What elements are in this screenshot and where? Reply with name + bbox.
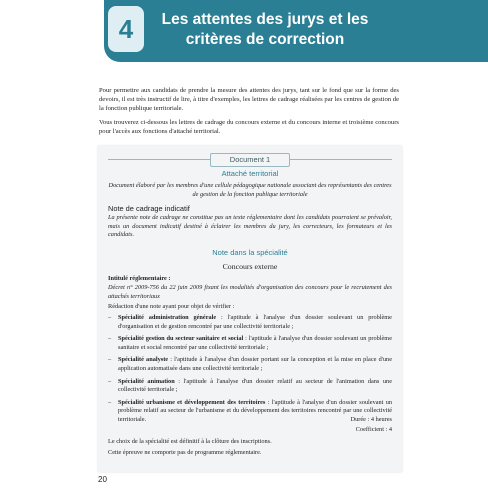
- coefficient-text: Coefficient : 4: [355, 426, 392, 433]
- specialty-text: : l'aptitude à l'analyse d'un dossier soulevant un problème d'organisation et de gestion rencontré par une collectivité territoriale ;: [118, 314, 392, 330]
- list-item: [108, 335, 392, 352]
- specialty-text: : l'aptitude à l'analyse d'un dossier portant sur la conception et la mise en place d'une application automatisée dans une collectivité territoriale ;: [118, 356, 392, 372]
- document-title: Attaché territorial: [221, 169, 279, 178]
- list-dash: –: [108, 314, 112, 321]
- intro-paragraph-2: Vous trouverez ci-dessous les lettres de cadrage du concours externe et du concours interne et troisième concours pour l'accès aux fonctions d'attaché territorial.: [99, 119, 399, 136]
- specialty-name: Spécialité analyste: [118, 356, 169, 364]
- decret-text: Décret n° 2009-756 du 22 juin 2009 fixant les modalités d'organisation des concours pour le recrutement des attachés territoriaux: [108, 284, 392, 300]
- list-dash: –: [108, 377, 112, 385]
- duree-text: Durée : 4 heures: [350, 416, 392, 423]
- list-dash: –: [108, 335, 112, 343]
- specialty-name: Spécialité gestion du secteur sanitaire et social: [118, 335, 244, 343]
- cadrage-text: La présente note de cadrage ne constitue pas un texte réglementaire dont les candidats pourraient se prévaloir, mais un document indicatif destiné à éclairer les membres du jury, les correcteurs, les formateurs et les candidats.: [108, 214, 392, 239]
- list-dash: –: [108, 356, 112, 364]
- list-item: [108, 314, 392, 331]
- specialty-name: Spécialité urbanisme et développement des territoires: [118, 398, 266, 406]
- specialty-name: Spécialité administration générale: [118, 314, 217, 321]
- programme-text: Cette épreuve ne comporte pas de programme réglementaire.: [108, 449, 262, 456]
- chapter-number-badge: 4: [108, 6, 144, 52]
- list-item: [108, 399, 392, 425]
- specialty-text: : l'aptitude à l'analyse d'un dossier soulevant un problème sanitaire et social rencontré par une collectivité territoriale ;: [118, 335, 392, 351]
- intitule-label: Intitulé réglementaire :: [108, 275, 171, 282]
- cadrage-heading: Note de cadrage indicatif: [108, 204, 190, 213]
- specialty-heading: Note dans la spécialité: [212, 248, 288, 257]
- specialty-text: : l'aptitude à l'analyse d'un dossier soulevant un problème relatif au secteur de l'urbanisme et du développement des territoires rencontré par une collectivité territoriale.: [118, 398, 392, 423]
- list-dash: –: [108, 398, 112, 406]
- specialty-name: Spécialité animation: [118, 377, 175, 385]
- list-item: [108, 356, 392, 373]
- specialty-text: : l'aptitude à l'analyse d'un dossier relatif au secteur de l'animation dans une collectivité territoriale ;: [118, 377, 393, 394]
- list-item: [108, 378, 392, 395]
- document-box: [98, 146, 402, 472]
- intro-paragraph-1: Pour permettre aux candidats de prendre la mesure des attentes des jurys, tant sur le fond que sur la forme des devoirs, il est très instructif de lire, à titre d'exemples, les lettres de cadrage réalisées par les centres de gestion de la fonction publique territoriale.: [99, 87, 399, 113]
- redaction-text: Rédaction d'une note ayant pour objet de vérifier :: [108, 303, 235, 310]
- specialty-list: [108, 314, 392, 429]
- concours-heading: Concours externe: [222, 262, 278, 271]
- chapter-title: Les attentes des jurys et les critères de correction: [161, 11, 369, 48]
- choix-text: Le choix de la spécialité est définitif à la clôture des inscriptions.: [108, 438, 272, 445]
- document-label: Document 1: [210, 153, 290, 167]
- document-subtitle: Document élaboré par les membres d'une cellule pédagogique nationale associant des représentants des centres de gestion de la fonction publique territoriale: [108, 182, 392, 198]
- page-number: 20: [98, 475, 107, 484]
